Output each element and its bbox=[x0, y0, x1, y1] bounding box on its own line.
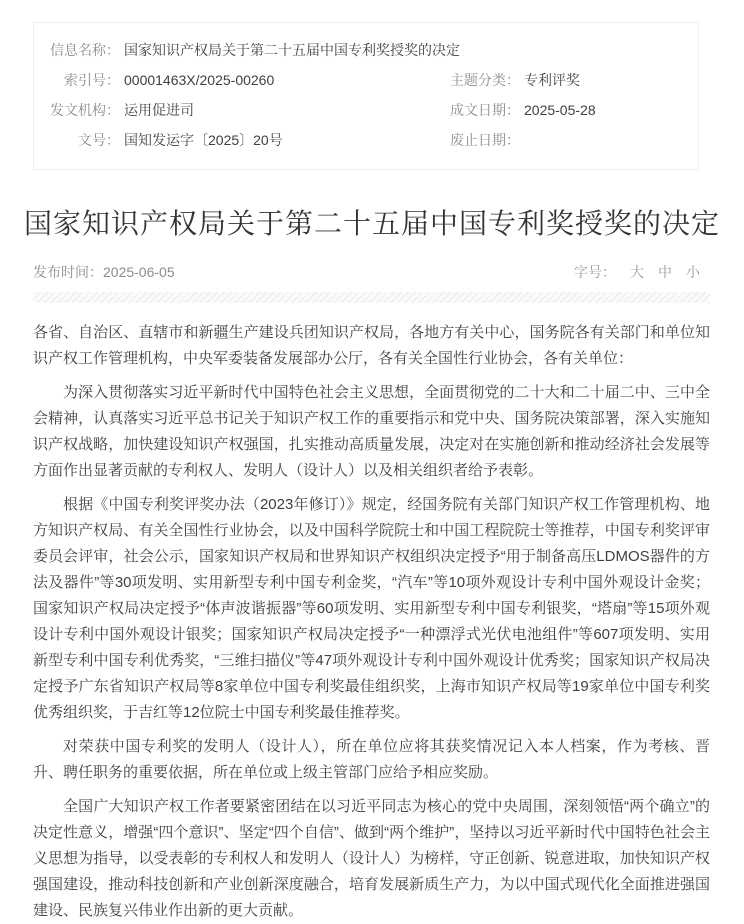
info-value-agency: 运用促进司 bbox=[124, 102, 194, 118]
info-value-date: 2025-05-28 bbox=[524, 102, 596, 118]
info-value-repeal bbox=[520, 125, 524, 155]
info-cell-date bbox=[442, 95, 678, 125]
font-size-large-button[interactable]: 大 bbox=[630, 264, 644, 280]
info-label-date: 成文日期： bbox=[450, 102, 520, 118]
info-label-index: 索引号： bbox=[64, 72, 120, 88]
info-value-index: 00001463X/2025-00260 bbox=[124, 72, 275, 88]
info-value-name: 国家知识产权局关于第二十五届中国专利奖授奖的决定 bbox=[124, 42, 460, 58]
publish-time: 发布时间：2025-06-05 bbox=[33, 264, 175, 280]
info-cell-repeal bbox=[442, 125, 678, 155]
info-label-name: 信息名称： bbox=[50, 42, 120, 58]
info-row-name bbox=[42, 35, 678, 65]
info-value-topic: 专利评奖 bbox=[524, 72, 580, 88]
info-row-docno bbox=[42, 125, 678, 155]
info-cell-topic bbox=[442, 65, 678, 95]
info-cell-agency bbox=[42, 95, 442, 125]
info-row-index bbox=[42, 65, 678, 95]
info-value-docno: 国知发运字〔2025〕20号 bbox=[124, 132, 283, 148]
article-body bbox=[33, 320, 710, 924]
info-label-docno: 文号： bbox=[78, 132, 120, 148]
font-size-small-button[interactable]: 小 bbox=[686, 264, 700, 280]
body-paragraph: 全国广大知识产权工作者要紧密团结在以习近平同志为核心的党中央周围，深刻领悟“两个确立”的决定性意义，增强“四个意识”、坚定“四个自信”、做到“两个维护”，坚持以习近平新时代中国特色社会主义思想为指导，以受表彰的专利权人和发明人（设计人）为榜样，守正创新、锐意进取，加快知识产权强国建设，推动科技创新和产业创新深度融合，培育发展新质生产力，为以中国式现代化全面推进强国建设、民族复兴伟业作出新的更大贡献。 bbox=[33, 798, 710, 919]
article-title: 国家知识产权局关于第二十五届中国专利奖授奖的决定 bbox=[23, 208, 720, 239]
info-cell-name bbox=[42, 35, 460, 65]
info-cell-docno bbox=[42, 125, 442, 155]
font-size-label: 字号： bbox=[574, 264, 616, 280]
body-paragraph: 对荣获中国专利奖的发明人（设计人），所在单位应将其获奖情况记入本人档案，作为考核、晋升、聘任职务的重要依据，所在单位或上级主管部门应给予相应奖励。 bbox=[33, 738, 710, 781]
publish-row bbox=[33, 262, 700, 282]
font-size-medium-button[interactable]: 中 bbox=[658, 264, 672, 280]
info-label-agency: 发文机构： bbox=[50, 102, 120, 118]
document-info-box bbox=[33, 22, 699, 170]
body-paragraph: 为深入贯彻落实习近平新时代中国特色社会主义思想，全面贯彻党的二十大和二十届二中、三中全会精神，认真落实习近平总书记关于知识产权工作的重要指示和党中央、国务院决策部署，深入实施知识产权战略，加快建设知识产权强国，扎实推动高质量发展，决定对在实施创新和推动经济社会发展等方面作出显著贡献的专利权人、发明人（设计人）以及相关组织者给予表彰。 bbox=[33, 384, 710, 479]
info-label-repeal: 废止日期： bbox=[450, 132, 520, 148]
body-paragraph-salutation: 各省、自治区、直辖市和新疆生产建设兵团知识产权局，各地方有关中心，国务院各有关部门和单位知识产权工作管理机构，中央军委装备发展部办公厅，各有关全国性行业协会，各有关单位： bbox=[33, 324, 710, 367]
info-cell-index bbox=[42, 65, 442, 95]
font-size-switch bbox=[574, 262, 700, 282]
hatched-divider bbox=[33, 292, 710, 303]
info-row-agency bbox=[42, 95, 678, 125]
body-paragraph: 根据《中国专利奖评奖办法（2023年修订）》规定，经国务院有关部门知识产权工作管理机构、地方知识产权局、有关全国性行业协会，以及中国科学院院士和中国工程院院士等推荐，中国专利奖评审委员会评审，社会公示，国家知识产权局和世界知识产权组织决定授予“用于制备高压LDMOS器件的方法及器件”等30项发明、实用新型专利中国专利金奖，“汽车”等10项外观设计专利中国外观设计金奖；国家知识产权局决定授予“体声波谐振器”等60项发明、实用新型专利中国专利银奖，“塔扇”等15项外观设计专利中国外观设计银奖；国家知识产权局决定授予“一种漂浮式光伏电池组件”等607项发明、实用新型专利中国专利优秀奖，“三维扫描仪”等47项外观设计专利中国外观设计优秀奖；国家知识产权局决定授予广东省知识产权局等8家单位中国专利奖最佳组织奖，上海市知识产权局等19家单位中国专利奖优秀组织奖，于吉红等12位院士中国专利奖最佳推荐奖。 bbox=[33, 496, 710, 721]
info-label-topic: 主题分类： bbox=[450, 72, 520, 88]
